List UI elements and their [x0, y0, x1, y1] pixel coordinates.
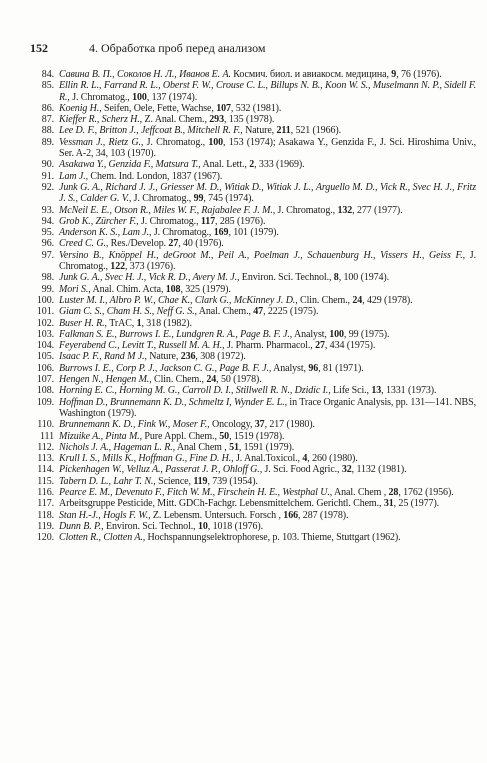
- reference-item: [30, 295, 476, 306]
- reference-text: [59, 532, 476, 543]
- reference-pages-year: , 739 (1954).: [207, 475, 258, 487]
- reference-item: [30, 510, 476, 521]
- reference-number: 97.: [41, 249, 54, 261]
- reference-pages-year: , 137 (1974).: [146, 91, 198, 103]
- reference-pages-year: , 99 (1975).: [343, 328, 390, 340]
- reference-source: Anal. Lett.,: [200, 159, 250, 171]
- reference-number: 92.: [41, 181, 54, 193]
- reference-authors: Asakawa Y., Genzida F., Matsura T.,: [59, 159, 201, 171]
- reference-source: Anal. Chim. Acta,: [90, 283, 166, 295]
- reference-source: Life Sci.,: [330, 385, 372, 397]
- reference-source: Anal. Chem ,: [332, 486, 389, 498]
- reference-volume: 2: [249, 159, 255, 171]
- reference-pages-year: , 260 (1980).: [307, 453, 358, 465]
- reference-pages-year: , 153 (1974); Asakawa Y., Genzida F., J. Sci. Hiroshima Univ., Ser. A-2, 34, 103 (1970).: [59, 136, 476, 160]
- chapter-title: 4. Обработка проб перед анализом: [89, 41, 266, 55]
- reference-authors: Krull I. S., Mills K., Hoffman G., Fine D. H.,: [59, 453, 234, 465]
- reference-text: [59, 351, 476, 362]
- reference-item: [30, 216, 476, 227]
- reference-pages-year: , 532 (1981).: [230, 102, 282, 114]
- reference-pages-year: , 101 (1979).: [228, 227, 279, 239]
- reference-source: in Trace Organic Analysis, pp. 131—141. NBS, Washington (1979).: [59, 396, 476, 419]
- reference-authors: Falkman S. E., Burrows I. E., Lundgren R. A., Page B. F. J.,: [59, 328, 293, 340]
- reference-item: [30, 250, 476, 273]
- reference-authors: Junk G. A., Richard J. J., Griesser M. D., Witiak D., Witiak J. L., Arguello M. D., Vick R., Svec H. J., Fritz J. S., Calder G. V.,: [59, 181, 476, 205]
- reference-authors: Mori S.,: [59, 283, 91, 295]
- reference-text: [59, 464, 476, 475]
- reference-item: [30, 227, 476, 238]
- reference-item: [30, 114, 476, 125]
- reference-authors: Anderson K. S., Lam J.,: [59, 227, 152, 239]
- reference-item: [30, 69, 476, 80]
- page-number: 152: [30, 41, 48, 55]
- reference-pages-year: , 287 (1978).: [298, 509, 349, 521]
- reference-pages-year: , 1591 (1979).: [238, 441, 295, 453]
- reference-text: [59, 329, 476, 340]
- reference-item: [30, 363, 476, 374]
- reference-volume: 27: [168, 238, 179, 250]
- reference-pages-year: , 2225 (1975).: [263, 306, 319, 318]
- reference-item: [30, 385, 476, 396]
- reference-volume: 211: [276, 125, 291, 137]
- reference-source: Analyst,: [292, 328, 330, 340]
- reference-text: [59, 137, 476, 160]
- reference-authors: Brunnemann K. D., Fink W., Moser F.,: [59, 419, 210, 431]
- reference-authors: Dunn B. P.,: [59, 520, 104, 532]
- reference-volume: 108: [165, 283, 181, 295]
- reference-authors: Nichols J. A., Hageman L. R.,: [59, 441, 176, 453]
- reference-source: Clin. Chem.,: [151, 374, 207, 386]
- reference-source: Z. Lebensm. Untersuch. Forsch ,: [150, 509, 284, 521]
- reference-authors: Lee D. F., Britton J., Jeffcoat B., Mitchell R. F.,: [59, 125, 243, 137]
- reference-number: 96.: [41, 238, 54, 250]
- reference-source: Res./Develop.: [108, 238, 169, 250]
- reference-authors: Burrows I. E., Corp P. J., Jackson C. G., Page B. F. J.,: [59, 362, 272, 374]
- reference-item: [30, 374, 476, 385]
- reference-pages-year: , 434 (1975).: [324, 340, 376, 352]
- reference-number: 105.: [36, 351, 54, 363]
- reference-source: J. Pharm. Pharmacol.,: [224, 340, 316, 352]
- reference-pages-year: , 76 (1976).: [396, 69, 442, 80]
- reference-text: [59, 238, 476, 249]
- reference-volume: 100: [132, 91, 147, 103]
- reference-pages-year: , 308 (1972).: [195, 351, 246, 363]
- reference-item: [30, 306, 476, 317]
- reference-volume: 96: [308, 362, 319, 374]
- reference-text: [59, 114, 476, 125]
- reference-text: [59, 306, 476, 317]
- reference-pages-year: , 285 (1976).: [215, 215, 266, 227]
- reference-source: Arbeitsgruppe Pesticide, Mitt. GDCh-Fachgr. Lebensmittelchem. Gerichtl. Chem.,: [59, 498, 384, 510]
- reference-authors: Grob K., Zürcher F.,: [59, 215, 139, 227]
- reference-number: 98.: [41, 272, 54, 284]
- reference-text: [59, 363, 476, 374]
- reference-number: 103.: [36, 328, 54, 340]
- reference-authors: Pickenhagen W., Velluz A., Passerat J. P., Ohloff G.,: [59, 464, 263, 476]
- reference-volume: 99: [193, 193, 204, 205]
- reference-item: [30, 159, 476, 170]
- reference-item: [30, 453, 476, 464]
- reference-volume: 10: [197, 520, 208, 532]
- reference-number: 120.: [36, 532, 54, 544]
- reference-text: [59, 510, 476, 521]
- reference-pages-year: , 50 (1978).: [216, 374, 262, 386]
- reference-pages-year: , 521 (1966).: [290, 125, 342, 137]
- reference-source: Nature,: [146, 351, 181, 363]
- reference-item: [30, 125, 476, 136]
- reference-source: Anal. Chem.,: [196, 306, 254, 318]
- reference-source: J. Chromatog.,: [69, 91, 133, 103]
- reference-authors: Junk G. A., Svec H. J., Vick R. D., Avery M. J.,: [59, 272, 240, 284]
- reference-item: [30, 272, 476, 283]
- reference-volume: 24: [352, 294, 363, 306]
- reference-pages-year: , 318 (1982).: [141, 317, 192, 329]
- reference-volume: 28: [388, 486, 399, 498]
- reference-source: Science,: [155, 475, 194, 487]
- reference-volume: 13: [371, 385, 382, 397]
- reference-pages-year: , 1519 (1978).: [229, 430, 285, 442]
- reference-text: [59, 453, 476, 464]
- reference-volume: 100: [329, 328, 344, 340]
- reference-volume: 132: [337, 204, 353, 216]
- reference-text: [59, 80, 476, 103]
- reference-source: J. Chromatog.,: [131, 193, 194, 205]
- reference-text: [59, 487, 476, 498]
- reference-number: 116.: [37, 486, 54, 498]
- reference-number: 94.: [41, 215, 54, 227]
- reference-list: [30, 69, 476, 543]
- reference-volume: 47: [253, 306, 264, 318]
- reference-volume: 169: [213, 227, 229, 239]
- reference-number: 106.: [36, 362, 54, 374]
- reference-item: [30, 521, 476, 532]
- reference-pages-year: , 1331 (1973).: [381, 385, 437, 397]
- reference-text: [59, 216, 476, 227]
- reference-volume: 107: [216, 102, 231, 114]
- reference-source: Z. Anal. Chem.,: [142, 114, 210, 126]
- reference-pages-year: , 217 (1980).: [264, 419, 315, 431]
- reference-pages-year: , 1018 (1976).: [207, 520, 264, 532]
- reference-authors: Lam J.,: [59, 170, 89, 182]
- reference-source: J. Chromatog.,: [275, 204, 338, 216]
- reference-authors: Hengen N., Hengen M.,: [59, 374, 152, 386]
- reference-number: 119.: [37, 520, 54, 532]
- reference-authors: Giam C. S., Cham H. S., Neff G. S.,: [59, 306, 197, 318]
- reference-source: Analyst,: [271, 362, 309, 374]
- reference-volume: 31: [383, 498, 394, 510]
- reference-source: J. Chromatog.,: [151, 227, 214, 239]
- reference-number: 107.: [36, 374, 54, 386]
- reference-volume: 50: [219, 430, 230, 442]
- reference-text: [59, 205, 476, 216]
- reference-authors: Isaac P. F., Rand M J.,: [59, 351, 147, 363]
- reference-number: 110.: [37, 419, 54, 431]
- reference-text: [59, 419, 476, 430]
- reference-authors: Feyerabend C., Levitt T., Russell M. A. H.,: [59, 340, 225, 352]
- reference-number: 85.: [41, 80, 54, 92]
- reference-text: [59, 431, 476, 442]
- reference-item: [30, 442, 476, 453]
- reference-authors: Stan H.-J., Hogls F. W.,: [59, 509, 151, 521]
- reference-authors: Versino B., Knöppel H., deGroot M., Peil A., Poelman J., Schauenburg H., Vissers H., Geiss F.,: [59, 249, 466, 261]
- reference-item: [30, 487, 476, 498]
- reference-authors: Clotten R., Clotten A.,: [59, 532, 146, 544]
- reference-pages-year: , 745 (1974).: [203, 193, 254, 205]
- reference-pages-year: , 1132 (1981).: [351, 464, 407, 476]
- reference-text: [59, 227, 476, 238]
- reference-authors: Creed C. G.,: [59, 238, 109, 250]
- reference-volume: 51: [229, 441, 239, 453]
- reference-text: [59, 159, 476, 170]
- reference-authors: Horning E. C., Horning M. G., Carroll D. I., Stillwell R. N., Dzidic I.,: [59, 385, 331, 397]
- reference-text: [59, 125, 476, 136]
- reference-authors: Mizuike A., Pinta M.,: [59, 430, 142, 442]
- reference-volume: 293: [209, 114, 224, 126]
- reference-authors: Koenig H.,: [59, 102, 102, 114]
- reference-number: 117.: [37, 498, 54, 510]
- reference-source: Seifen, Oele, Fette, Wachse,: [101, 102, 217, 114]
- reference-authors: Hoffman D., Brunnemann K. D., Schmeltz I, Wynder E. L.,: [59, 396, 288, 408]
- reference-source: TrAC,: [106, 317, 137, 329]
- reference-number: 89.: [41, 136, 54, 148]
- reference-item: [30, 103, 476, 114]
- reference-pages-year: , 100 (1974).: [338, 272, 390, 284]
- reference-item: [30, 397, 476, 420]
- reference-authors: Tabern D. L., Lahr T. N.,: [59, 475, 156, 487]
- reference-item: [30, 318, 476, 329]
- reference-pages-year: , 277 (1977).: [352, 204, 403, 216]
- reference-number: 101.: [36, 306, 54, 318]
- reference-item: [30, 182, 476, 205]
- reference-source: J. Chromatog.,: [138, 215, 201, 227]
- reference-pages-year: , 1762 (1956).: [398, 486, 454, 498]
- reference-item: [30, 464, 476, 475]
- reference-volume: 27: [315, 340, 325, 352]
- reference-pages-year: , 325 (1979).: [180, 283, 231, 295]
- reference-source: Environ. Sci. Technol.,: [239, 272, 334, 284]
- reference-authors: Савина В. П., Соколов Н. Л., Иванов Е. А.: [59, 69, 231, 80]
- reference-source: J. Sci. Food Agric.,: [262, 464, 342, 476]
- reference-volume: 119: [193, 475, 208, 487]
- reference-number: 84.: [41, 69, 54, 80]
- reference-pages-year: , 25 (1977).: [393, 498, 440, 510]
- reference-authors: Buser H. R.,: [59, 317, 107, 329]
- reference-text: [59, 397, 476, 420]
- reference-volume: 4: [302, 453, 308, 465]
- reference-number: 100.: [36, 294, 54, 306]
- reference-text: [59, 272, 476, 283]
- reference-number: 104.: [36, 340, 54, 352]
- reference-source: Космич. биол. и авиакосм. медицина,: [230, 69, 392, 80]
- reference-volume: 32: [341, 464, 352, 476]
- reference-source: Oncology,: [209, 419, 255, 431]
- reference-number: 113.: [37, 453, 54, 465]
- reference-source: Pure Appl. Chem.,: [141, 430, 220, 442]
- reference-pages-year: , 40 (1976).: [178, 238, 224, 250]
- reference-text: [59, 318, 476, 329]
- reference-text: [59, 340, 476, 351]
- reference-number: 93.: [41, 204, 54, 216]
- reference-volume: 166: [283, 509, 298, 521]
- reference-text: [59, 250, 476, 273]
- reference-item: [30, 171, 476, 182]
- reference-pages-year: , 135 (1978).: [223, 114, 275, 126]
- reference-number: 115.: [37, 475, 54, 487]
- reference-pages-year: , 333 (1969).: [254, 159, 305, 171]
- reference-volume: 37: [254, 419, 265, 431]
- reference-pages-year: , 429 (1978).: [362, 294, 413, 306]
- reference-source: J. Chromatog.,: [59, 249, 476, 273]
- reference-pages-year: , 373 (1976).: [125, 261, 176, 273]
- reference-text: [59, 182, 476, 205]
- reference-item: [30, 80, 476, 103]
- reference-item: [30, 476, 476, 487]
- page-header: [30, 40, 470, 56]
- reference-source: Environ. Sci. Technol.,: [103, 520, 198, 532]
- reference-number: 112.: [37, 441, 54, 453]
- reference-number: 99.: [41, 283, 54, 295]
- reference-source: Anal Chem ,: [175, 441, 230, 453]
- reference-volume: 9: [391, 69, 397, 80]
- reference-source: Hochspannungselektrophorese, p. 103. Thieme, Stuttgart (1962).: [145, 532, 401, 544]
- reference-number: 111: [40, 430, 54, 442]
- reference-authors: Pearce E. M., Devenuto F., Fitch W. M., Firschein H. E., Westphal U.,: [59, 486, 333, 498]
- reference-source: J. Anal.Toxicol.,: [233, 453, 303, 465]
- reference-source: Chem. Ind. London, 1837 (1967).: [88, 170, 223, 182]
- reference-authors: Vessman J., Rietz G.,: [59, 136, 144, 148]
- reference-authors: Luster M. I., Albro P. W., Chae K., Clark G., McKinney J. D.,: [59, 294, 298, 306]
- reference-number: 108.: [36, 385, 54, 397]
- reference-number: 91.: [41, 170, 54, 182]
- reference-number: 90.: [41, 159, 54, 171]
- reference-volume: 8: [333, 272, 339, 284]
- reference-item: [30, 205, 476, 216]
- reference-item: [30, 340, 476, 351]
- reference-number: 88.: [41, 125, 54, 137]
- reference-item: [30, 284, 476, 295]
- reference-text: [59, 385, 476, 396]
- reference-text: [59, 69, 476, 80]
- reference-number: 118.: [37, 509, 54, 521]
- reference-text: [59, 103, 476, 114]
- reference-authors: Kieffer R., Scherz H.,: [59, 114, 143, 126]
- reference-authors: Ellin R. L., Farrand R. L., Oberst F. W., Crouse C. L., Billups N. B., Koon W. S., Muselmann N. P., Sidell F. R.,: [59, 80, 476, 103]
- reference-number: 86.: [41, 102, 54, 114]
- reference-text: [59, 442, 476, 453]
- reference-item: [30, 498, 476, 509]
- reference-number: 87.: [41, 114, 54, 126]
- reference-number: 114.: [37, 464, 54, 476]
- reference-number: 109.: [36, 396, 54, 408]
- reference-volume: 1: [136, 317, 142, 329]
- reference-volume: 117: [200, 215, 216, 227]
- reference-item: [30, 351, 476, 362]
- reference-source: J. Chromatog.,: [143, 136, 209, 148]
- reference-source: Clin. Chem.,: [297, 294, 353, 306]
- reference-item: [30, 238, 476, 249]
- reference-text: [59, 498, 476, 509]
- reference-pages-year: , 81 (1971).: [318, 362, 364, 374]
- reference-volume: 236: [180, 351, 196, 363]
- reference-number: 95.: [41, 227, 54, 239]
- reference-text: [59, 284, 476, 295]
- reference-text: [59, 171, 476, 182]
- reference-source: Nature,: [242, 125, 277, 137]
- reference-volume: 24: [206, 374, 217, 386]
- reference-volume: 122: [110, 261, 125, 273]
- reference-volume: 100: [208, 136, 224, 148]
- reference-text: [59, 374, 476, 385]
- reference-number: 102.: [36, 317, 54, 329]
- reference-item: [30, 137, 476, 160]
- reference-text: [59, 521, 476, 532]
- reference-item: [30, 419, 476, 430]
- reference-item: [30, 329, 476, 340]
- reference-authors: McNeil E. E., Otson R., Miles W. F., Rajabalee F. J. M.,: [59, 204, 276, 216]
- reference-text: [59, 295, 476, 306]
- reference-item: [30, 431, 476, 442]
- reference-text: [59, 476, 476, 487]
- reference-item: [30, 532, 476, 543]
